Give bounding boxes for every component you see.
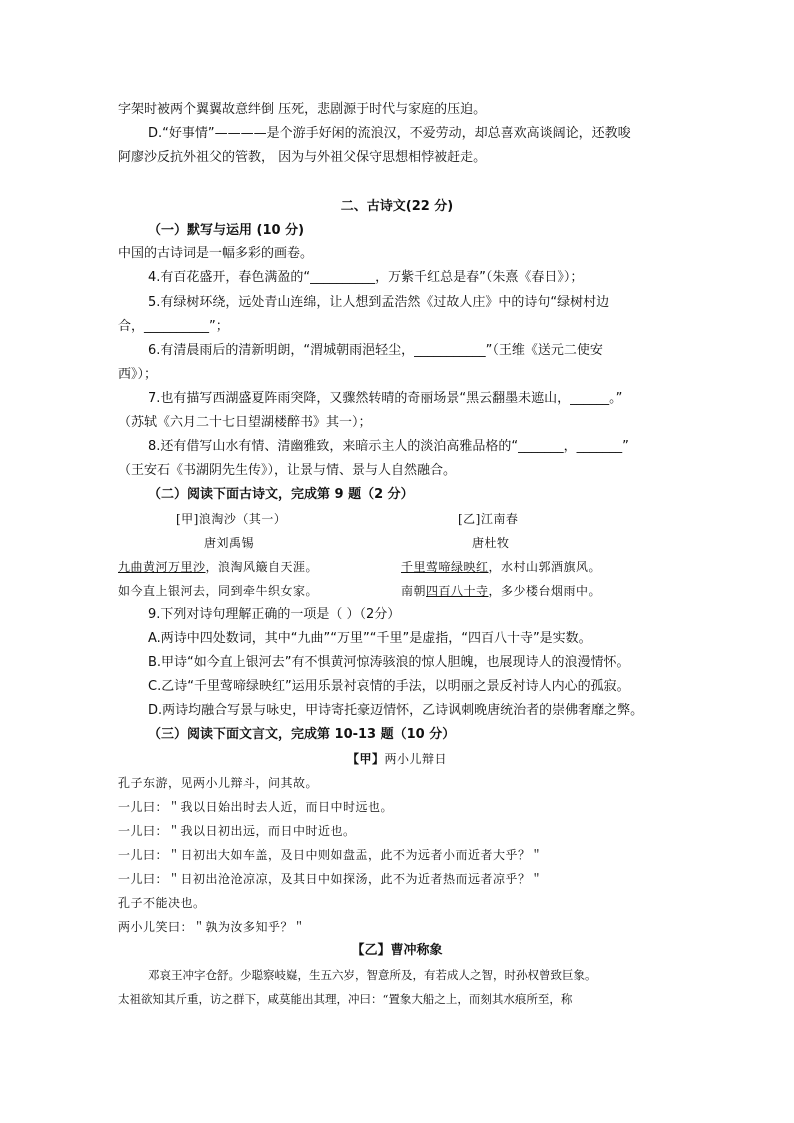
intro-line-1: 字架时被两个翼翼故意绊倒 压死，悲剧源于时代与家庭的压迫。 [118,102,487,117]
question-6-line-1: 6.有清晨雨后的清新明朗，“渭城朝雨浥轻尘，___________”（王维《送元二使安 [148,343,603,358]
intro-line-3: 阿廖沙反抗外祖父的管教， 因为与外祖父保守思想相悖被赶走。 [118,150,487,165]
poem-b-author: 唐杜牧 [472,536,510,550]
question-8-line-1: 8.还有借写山水有情、清幽雅致，来暗示主人的淡泊高雅品格的“_______，_______” [148,439,629,454]
poem-b-title: [乙]江南春 [458,512,519,526]
poem-b-line-2-rest: ，多少楼台烟雨中。 [488,584,602,598]
text-b-title-mark: 【乙】 [351,943,391,958]
question-9-option-b: B.甲诗“如今直上银河去”有不惧黄河惊涛骇浪的惊人胆魄，也展现诗人的浪漫情怀。 [148,655,630,670]
text-a-line-2: 一儿曰：＂我以日始出时去人近，而日中时远也。 [118,800,394,814]
question-5-line-2: 合，__________”； [118,319,229,334]
poem-b-line-1-rest: ，水村山郭酒旗风。 [488,560,602,574]
text-a-line-3: 一儿曰：＂我以日初出远，而日中时近也。 [118,824,356,838]
poem-b-line-1-underlined: 千里莺啼绿映红 [401,560,489,574]
text-a-title-text: 两小儿辩日 [384,752,448,766]
intro-line-2: D.“好事情”————是个游手好闲的流浪汉，不爱劳动，却总喜欢高谈阔论，还教唆 [148,126,631,141]
question-7-line-2: （苏轼《六月二十七日望湖楼醉书》其一）； [118,415,372,430]
section-title: 二、古诗文(22 分) [340,199,454,214]
part1-title: （一）默写与运用 (10 分) [148,223,305,238]
text-a-line-4: 一儿曰：＂日初出大如车盖，及日中则如盘盂，此不为远者小而近者大乎？＂ [118,848,544,862]
poem-a-line-1 [118,558,318,576]
text-a-line-5: 一儿曰：＂日初出沧沧凉凉，及其日中如探汤，此不为近者热而远者凉乎？＂ [118,872,544,886]
poem-b-line-2 [401,582,601,600]
poem-a-author: 唐刘禹锡 [204,536,255,550]
question-9-option-c: C.乙诗“千里莺啼绿映红”运用乐景衬哀情的手法，以明丽之景反衬诗人内心的孤寂。 [148,679,630,694]
question-7-line-1: 7.也有描写西湖盛夏阵雨突降，又骤然转晴的奇丽场景“黑云翻墨未遮山，______。” [148,391,623,406]
question-5-line-1: 5.有绿树环绕，远处青山连绵，让人想到孟浩然《过故人庄》中的诗句“绿树村边 [148,295,610,310]
poem-b-line-2-pre: 南朝 [401,584,427,598]
poem-a-line-2: 如今直上银河去，同到牵牛织女家。 [118,584,319,598]
question-9-option-a: A.两诗中四处数词，其中“九曲”“万里”“千里”是虚指，“四百八十寺”是实数。 [148,631,592,646]
text-b-line-2: 太祖欲知其斤重，访之群下，咸莫能出其理，冲曰：“置象大船之上，而刻其水痕所至，称 [118,992,573,1006]
part1-intro: 中国的古诗词是一幅多彩的画卷。 [118,246,314,261]
part2-title: （二）阅读下面古诗文，完成第 9 题（2 分） [148,487,414,502]
poem-b-line-1 [401,558,601,576]
text-a-line-1: 孔子东游，见两小儿辩斗，问其故。 [118,776,319,790]
poem-a-line-1-underlined: 九曲黄河万里沙 [118,560,206,574]
poem-a-line-1-rest: ，浪淘风簸自天涯。 [205,560,319,574]
question-4: 4.有百花盛开，春色满盈的“__________，万紫千红总是春”（朱熹《春日》）； [148,270,584,285]
text-a-title-mark: 【甲】 [346,752,385,766]
text-a-line-6: 孔子不能决也。 [118,896,206,910]
question-6-line-2: 西》）； [118,367,158,382]
text-a-line-7: 两小儿笑曰：＂孰为汝多知乎？＂ [118,920,306,934]
text-b-title-text: 曹冲称象 [390,943,443,958]
text-a-title [0,750,794,768]
text-b-title [0,942,794,960]
poem-a-title: [甲]浪淘沙（其一） [176,512,287,526]
part3-title: （三）阅读下面文言文，完成第 10-13 题（10 分） [148,727,456,742]
question-8-line-2: （王安石《书湖阴先生传》），让景与情、景与人自然融合。 [118,463,457,478]
text-b-line-1: 邓哀王冲字仓舒。少聪察岐嶷，生五六岁，智意所及，有若成人之智，时孙权曾致巨象。 [148,968,597,982]
question-9: 9.下列对诗句理解正确的一项是（ ）（2分） [148,607,401,622]
question-9-option-d: D.两诗均融合写景与咏史，甲诗寄托豪迈情怀，乙诗讽刺晚唐统治者的崇佛奢靡之弊。 [148,703,644,718]
poem-b-line-2-underlined: 四百八十寺 [426,584,489,598]
